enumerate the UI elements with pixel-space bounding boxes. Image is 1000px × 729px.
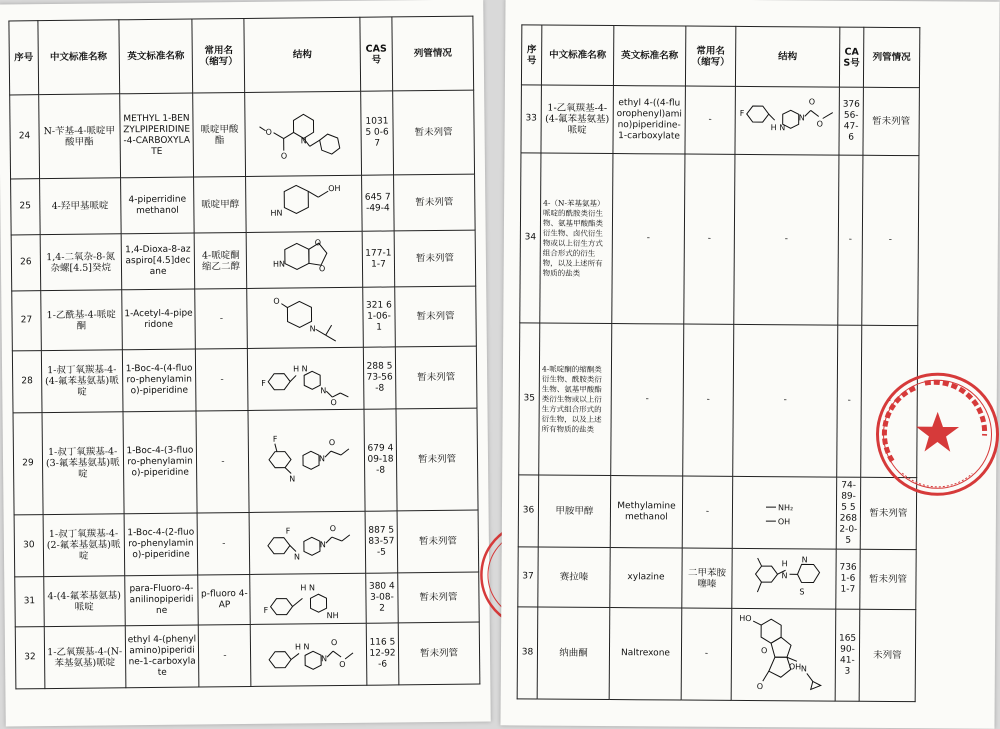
table-row	[519, 323, 918, 478]
chinese-name: 1-乙氧羰基-4-(N-苯基氨基)哌啶	[44, 626, 125, 689]
row-number: 38	[517, 607, 538, 699]
row-number: 27	[12, 291, 41, 351]
english-name: -	[612, 154, 685, 324]
svg-text:N: N	[300, 136, 306, 145]
cas-number: -	[838, 155, 863, 325]
structure-cell	[732, 548, 836, 609]
structure-image	[260, 350, 353, 407]
structure-cell	[249, 511, 365, 574]
header-en-name: 英文标准名称	[119, 19, 194, 94]
svg-text:O: O	[329, 524, 335, 533]
chinese-name: 纳曲酮	[537, 607, 610, 700]
table-row	[13, 408, 478, 515]
svg-text:H: H	[781, 559, 787, 568]
english-name: Methylamine methanol	[610, 476, 683, 549]
table-row	[11, 174, 476, 235]
header-row	[9, 16, 474, 95]
svg-text:F: F	[272, 434, 277, 443]
row-number: 29	[13, 413, 43, 515]
table-row	[521, 85, 919, 156]
header-cn-name: 中文标准名称	[38, 20, 120, 95]
structure-image	[738, 93, 836, 148]
common-name: -	[199, 624, 252, 687]
english-name: ethyl 4-(phenylamino)piperidine-1-carboxylate	[125, 625, 200, 688]
structure-image	[260, 430, 353, 491]
table-row	[518, 547, 916, 610]
svg-text:O: O	[816, 119, 822, 128]
structure-cell	[732, 476, 837, 549]
cas-number: 321 61-06-1	[363, 287, 396, 347]
chinese-name: N-苄基-4-哌啶甲酸甲酯	[39, 94, 121, 179]
structure-cell	[251, 623, 367, 686]
svg-text:O: O	[328, 438, 334, 447]
header-common-name: 常用名（缩写）	[192, 18, 245, 93]
left-page	[0, 0, 491, 727]
common-name: 哌啶甲醇	[194, 176, 247, 233]
cas-number: 380 43-08-2	[366, 573, 399, 623]
structure-image	[262, 575, 354, 622]
svg-text:N: N	[781, 571, 787, 580]
svg-text:F: F	[261, 378, 266, 387]
svg-text:N: N	[320, 386, 326, 395]
header-seq: 序号	[521, 25, 541, 85]
svg-text:N: N	[801, 555, 807, 564]
control-status: 暂未列管	[397, 510, 478, 573]
svg-text:N: N	[319, 540, 325, 549]
structure-cell	[735, 86, 839, 155]
structure-image	[257, 99, 350, 168]
english-name: 1,4-Dioxa-8-azaspiro[4.5]decane	[121, 233, 195, 290]
svg-text:OH: OH	[777, 517, 789, 526]
row-number: 26	[11, 235, 40, 291]
control-status: 暂未列管	[395, 346, 476, 409]
structure-image	[735, 492, 833, 533]
chinese-name: 4-哌啶酮的缩酮类衍生物、酰胺类衍生物、氨基甲酸酯类衍生物或以上衍生方式组合形式的衍生物，以及上述所有物质的盐类	[539, 323, 612, 475]
chinese-name: 1-叔丁氧羰基-4-(4-氟苯基氨基)哌啶	[41, 350, 122, 413]
svg-text:O: O	[273, 296, 279, 305]
cas-number: 645 7-49-4	[361, 175, 394, 231]
english-name: 1-Boc-4-(3-fluoro-phenylamino)-piperidine	[123, 411, 198, 514]
svg-text:N: N	[309, 324, 315, 333]
cas-number: 177-11-7	[362, 231, 395, 287]
header-structure: 结构	[244, 17, 360, 92]
table-row	[14, 510, 479, 577]
row-number: 35	[519, 323, 540, 475]
english-name: 4-piperridine methanol	[120, 177, 194, 234]
control-status: 暂未列管	[394, 230, 475, 287]
cas-number: -	[837, 325, 862, 477]
chinese-name: 1-乙氧羰基-4-(4-氟苯基氨基)哌啶	[541, 85, 613, 154]
structure-cell: -	[734, 154, 839, 325]
english-name: Naltrexone	[609, 608, 682, 701]
common-name: -	[685, 86, 735, 154]
svg-text:F: F	[263, 605, 268, 614]
control-status: 暂未列管	[394, 174, 475, 231]
header-cas: CAS号	[839, 27, 863, 87]
table-row	[15, 572, 479, 627]
cas-number: 887 583-57-5	[365, 511, 398, 573]
table-row	[12, 286, 477, 351]
control-status: 暂未列管	[396, 408, 478, 511]
table-row	[518, 475, 916, 550]
common-name: -	[196, 348, 249, 411]
common-name: 二甲苯胺噻嗪	[682, 548, 732, 608]
chinese-name: 甲胺甲醇	[538, 475, 611, 548]
structure-cell	[248, 347, 364, 410]
control-status: 暂未列管	[398, 622, 479, 685]
svg-text:HN: HN	[270, 208, 282, 217]
common-name: -	[682, 476, 733, 548]
structure-image	[258, 234, 351, 285]
svg-text:O: O	[760, 646, 766, 655]
cas-number: 679 409-18-8	[364, 409, 397, 511]
chinese-name: 1-乙酰基-4-哌啶酮	[41, 290, 122, 351]
structure-cell	[246, 175, 362, 232]
table-row	[517, 607, 916, 702]
cas-number: 736 1-61-7	[836, 549, 860, 609]
structure-image	[262, 628, 355, 681]
svg-text:F: F	[739, 108, 744, 117]
header-status: 列管情况	[392, 16, 474, 91]
english-name: 1-Acetyl-4-piperidone	[121, 289, 195, 350]
svg-text:NH: NH	[326, 611, 338, 620]
cas-number: 376 56-47-6	[839, 87, 863, 155]
common-name: -	[681, 608, 732, 700]
cas-number: 288 573-56-8	[363, 347, 396, 409]
svg-text:N: N	[289, 474, 295, 483]
header-seq: 序号	[9, 21, 39, 95]
english-name: METHYL 1-BENZYLPIPERIDINE-4-CARBOXYLATE	[119, 93, 194, 178]
svg-text:H N: H N	[293, 364, 308, 373]
structure-cell	[250, 573, 366, 624]
table-row	[11, 230, 476, 291]
cas-number: 165 90-41-3	[835, 609, 860, 701]
english-name: 1-Boc-4-(4-fluoro-phenylamino)-piperidine	[122, 349, 197, 412]
common-name: 4-哌啶酮缩乙二醇	[195, 232, 248, 289]
english-name: para-Fluoro-4-anilinopiperidine	[124, 575, 198, 626]
svg-text:N: N	[800, 664, 806, 673]
right-page	[500, 0, 999, 729]
svg-text:H N: H N	[300, 583, 315, 592]
svg-text:H N: H N	[770, 123, 785, 132]
svg-text:N: N	[294, 552, 300, 561]
svg-text:O: O	[319, 264, 325, 273]
svg-text:H N: H N	[295, 642, 310, 651]
structure-image	[735, 551, 833, 606]
table-row	[12, 346, 477, 413]
row-number: 34	[520, 153, 541, 323]
common-name: 哌啶甲酸酯	[193, 92, 246, 177]
table-row	[10, 90, 475, 179]
right-table	[517, 24, 921, 702]
svg-text:N: N	[319, 454, 325, 463]
row-number: 36	[518, 475, 539, 547]
svg-text:F: F	[285, 526, 290, 535]
structure-cell	[248, 409, 364, 512]
row-number: 31	[15, 577, 44, 627]
control-status: 暂未列管	[863, 87, 919, 155]
chinese-name: 4-（N-苯基氨基）哌啶的酰胺类衍生物、氨基甲酸酯类衍生物、卤代衍生物或以上衍生方式组合形式的衍生物，以及上述所有物质的盐类	[540, 153, 613, 323]
english-name: 1-Boc-4-(2-fluoro-phenylamino)-piperidine	[124, 513, 199, 576]
svg-text:O: O	[808, 97, 814, 106]
cas-number: 10315 0-67	[361, 91, 394, 175]
structure-cell	[245, 91, 361, 176]
svg-text:O: O	[265, 127, 271, 136]
structure-image	[258, 178, 351, 229]
control-status: 暂未列管	[393, 90, 475, 175]
common-name: -	[196, 410, 249, 513]
svg-text:O: O	[314, 238, 320, 247]
row-number: 37	[518, 547, 538, 607]
common-name: p-fluoro 4-AP	[198, 574, 250, 625]
header-structure: 结构	[735, 26, 839, 87]
chinese-name: 1-叔丁氧羰基-4-(3-氟苯基氨基)哌啶	[42, 412, 124, 515]
header-cn-name: 中文标准名称	[541, 25, 613, 86]
chinese-name: 赛拉嗪	[538, 547, 610, 608]
row-number: 30	[14, 515, 43, 577]
svg-text:S: S	[799, 587, 804, 596]
common-name: -	[198, 512, 251, 575]
svg-text:O: O	[280, 151, 286, 160]
header-en-name: 英文标准名称	[613, 26, 685, 87]
structure-image	[261, 514, 354, 571]
structure-cell	[731, 608, 836, 701]
header-status: 列管情况	[863, 27, 919, 87]
common-name: -	[195, 288, 248, 349]
svg-text:O: O	[331, 638, 337, 647]
structure-cell	[247, 287, 363, 348]
svg-text:OH: OH	[788, 662, 800, 671]
header-cas: CAS号	[360, 17, 393, 91]
svg-text:NH₂: NH₂	[777, 503, 792, 512]
row-number: 33	[521, 85, 541, 153]
cas-number: 74-89-5 52682-0-5	[836, 477, 861, 549]
header-row	[521, 25, 919, 88]
header-common-name: 常用名（缩写）	[685, 26, 735, 86]
control-status: 未列管	[859, 609, 916, 701]
control-status: -	[862, 155, 919, 325]
chinese-name: 1-叔丁氧羰基-4-(2-氟苯基氨基)哌啶	[43, 514, 124, 577]
row-number: 32	[15, 627, 44, 689]
control-status: 暂未列管	[860, 477, 917, 549]
structure-image	[734, 610, 833, 699]
svg-text:O: O	[339, 659, 345, 668]
svg-text:OH: OH	[328, 183, 340, 192]
control-status: -	[861, 325, 918, 477]
svg-text:HN: HN	[273, 259, 285, 268]
row-number: 25	[11, 179, 40, 235]
chinese-name: 4-羟甲基哌啶	[39, 178, 120, 235]
table-row	[520, 153, 919, 326]
chinese-name: 4-(4-氟苯基氨基)哌啶	[44, 576, 125, 627]
chinese-name: 1,4-二氧杂-8-氮杂螺[4.5]癸烷	[40, 234, 121, 291]
svg-text:N: N	[321, 654, 327, 663]
company-seal-stamp	[872, 369, 1000, 500]
control-status: 暂未列管	[398, 572, 479, 623]
svg-text:O: O	[330, 398, 336, 407]
structure-cell	[247, 231, 363, 288]
structure-cell: -	[733, 324, 838, 477]
table-row	[15, 622, 480, 689]
english-name: xylazine	[610, 548, 682, 609]
svg-text:N: N	[798, 113, 804, 122]
english-name: -	[611, 324, 684, 476]
svg-text:HO: HO	[739, 613, 751, 622]
english-name: ethyl 4-((4-fluorophenyl)amino)piperidine-1-carboxylate	[613, 86, 685, 155]
control-status: 暂未列管	[395, 286, 476, 347]
cas-number: 116 512-92-6	[366, 623, 399, 685]
common-name: -	[683, 324, 734, 476]
row-number: 24	[10, 95, 40, 179]
row-number: 28	[12, 351, 41, 413]
common-name: -	[684, 154, 735, 324]
structure-image	[259, 290, 352, 345]
control-status: 暂未列管	[860, 549, 916, 609]
left-table	[8, 16, 480, 690]
svg-text:O: O	[756, 682, 762, 691]
